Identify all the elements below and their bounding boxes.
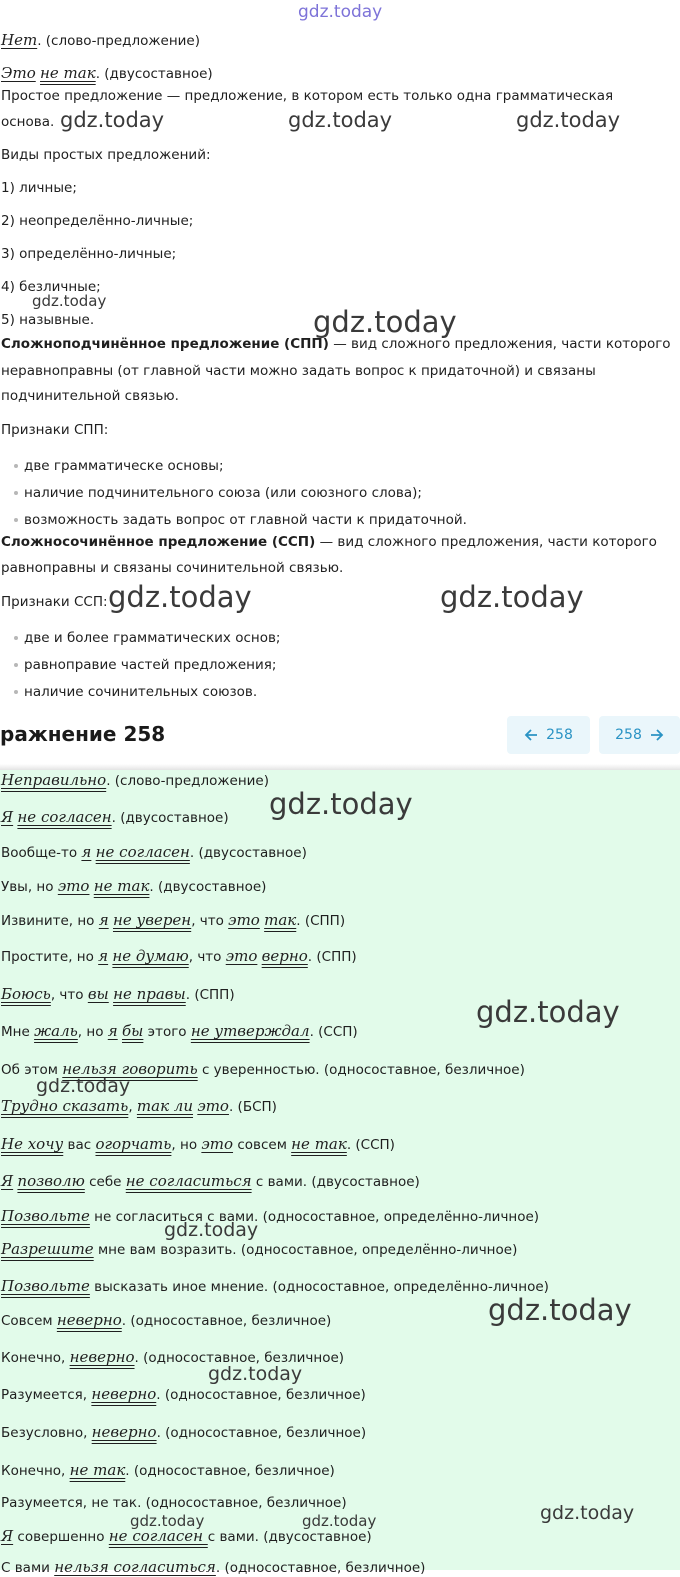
list-item: 1) личные;	[1, 180, 77, 196]
answer-line: Совсем неверно. (односоставное, безличное)	[1, 1311, 332, 1329]
watermark: gdz.today	[298, 2, 383, 22]
term: Сложноподчинённое предложение (СПП)	[1, 336, 329, 352]
bullet	[14, 518, 18, 522]
answer-line: Неправильно. (слово-предложение)	[1, 771, 269, 789]
text-line: неравноправны (от главной части можно задать вопрос к придаточной) и связаны	[1, 363, 596, 379]
answer-line: Мне жаль, но я бы этого не утверждал. (ССП)	[1, 1022, 358, 1040]
watermark: gdz.today	[488, 1293, 632, 1327]
text-line: Сложносочинённое предложение (ССП) — вид сложного предложения, части которого	[1, 534, 657, 550]
answer-line: Извините, но я не уверен, что это так. (СПП)	[1, 911, 346, 929]
answer-line: Об этом нельзя говорить с уверенностью. (односоставное, безличное)	[1, 1060, 525, 1078]
answer-line: Разумеется, неверно. (односоставное, безличное)	[1, 1385, 366, 1403]
answer-line: Я позволю себе не согласиться с вами. (двусоставное)	[1, 1172, 420, 1190]
term: Сложносочинённое предложение (ССП)	[1, 534, 316, 550]
exercise-title: ражнение 258	[0, 722, 166, 746]
list-item: 2) неопределённо-личные;	[1, 213, 194, 229]
text-line: основа.	[1, 114, 55, 130]
text-line: Сложноподчинённое предложение (СПП) — вид сложного предложения, части которого	[1, 336, 671, 352]
watermark: gdz.today	[540, 1502, 635, 1524]
watermark: gdz.today	[60, 108, 165, 132]
subject: Это	[1, 64, 36, 82]
answer-line: Конечно, не так. (односоставное, безличное)	[1, 1461, 335, 1479]
watermark: gdz.today	[208, 1363, 303, 1385]
list-item: наличие подчинительного союза (или союзного слова);	[24, 485, 422, 501]
answer-line: С вами нельзя согласиться. (односоставное, безличное)	[1, 1558, 426, 1576]
list-item: две грамматическе основы;	[24, 458, 224, 474]
answer-line: Я совершенно не согласен с вами. (двусоставное)	[1, 1527, 372, 1545]
answer-line: Позвольте высказать иное мнение. (односоставное, определённо-личное)	[1, 1277, 549, 1295]
text-line: Простое предложение — предложение, в котором есть только одна грамматическая	[1, 88, 614, 104]
list-item: возможность задать вопрос от главной части к придаточной.	[24, 512, 467, 528]
watermark: gdz.today	[288, 108, 393, 132]
list-item: наличие сочинительных союзов.	[24, 684, 258, 700]
text-line: Признаки ССП:	[1, 594, 108, 610]
answer-line: Я не согласен. (двусоставное)	[1, 808, 229, 826]
answer-line: Простите, но я не думаю, что это верно. (СПП)	[1, 947, 357, 965]
next-exercise-label: 258	[615, 727, 642, 743]
answer-line: Не хочу вас огорчать, но это совсем не так. (ССП)	[1, 1135, 395, 1153]
watermark: gdz.today	[130, 1512, 205, 1530]
watermark: gdz.today	[36, 1075, 131, 1097]
text-line: равноправны и связаны сочинительной связью.	[1, 560, 344, 576]
list-item: две и более грамматических основ;	[24, 630, 281, 646]
watermark: gdz.today	[32, 292, 107, 310]
watermark: gdz.today	[516, 108, 621, 132]
text-line: Виды простых предложений:	[1, 147, 211, 163]
answer-line: Трудно сказать, так ли это. (БСП)	[1, 1097, 277, 1115]
answer-line: Разрешите мне вам возразить. (односоставное, определённо-личное)	[1, 1240, 518, 1258]
watermark: gdz.today	[269, 787, 413, 821]
answer-line: Увы, но это не так. (двусоставное)	[1, 877, 267, 895]
predicate: не так	[40, 64, 96, 82]
answer-line: Конечно, неверно. (односоставное, безличное)	[1, 1348, 345, 1366]
list-item: равноправие частей предложения;	[24, 657, 277, 673]
answer-line: Вообще-то я не согласен. (двусоставное)	[1, 843, 307, 861]
watermark: gdz.today	[440, 580, 584, 614]
answer-line: Позвольте не согласиться с вами. (односоставное, определённо-личное)	[1, 1207, 540, 1225]
text-line: Это не так. (двусоставное)	[1, 64, 213, 82]
list-item: 3) определённо-личные;	[1, 246, 177, 262]
watermark: gdz.today	[108, 580, 252, 614]
watermark: gdz.today	[476, 995, 620, 1029]
text-line: подчинительной связью.	[1, 388, 179, 404]
answer-line: Боюсь, что вы не правы. (СПП)	[1, 985, 235, 1003]
watermark: gdz.today	[164, 1219, 259, 1241]
list-item: 5) назывные.	[1, 312, 95, 328]
prev-exercise-label: 258	[546, 727, 573, 743]
bullet	[14, 663, 18, 667]
bullet	[14, 491, 18, 495]
bullet	[14, 636, 18, 640]
answer-line: Разумеется, не так. (односоставное, безличное)	[1, 1495, 347, 1511]
text-line: Признаки СПП:	[1, 422, 109, 438]
bullet	[14, 464, 18, 468]
next-exercise-button[interactable]	[599, 716, 680, 754]
prev-exercise-button[interactable]	[507, 716, 590, 754]
list-item: 4) безличные;	[1, 279, 101, 295]
bullet	[14, 690, 18, 694]
text-line: Нет. (слово-предложение)	[1, 31, 200, 49]
subject: Нет	[1, 31, 38, 49]
answer-line: Безусловно, неверно. (односоставное, безличное)	[1, 1423, 367, 1441]
arrow-right-icon	[650, 728, 664, 742]
watermark: gdz.today	[302, 1512, 377, 1530]
arrow-left-icon	[524, 728, 538, 742]
watermark: gdz.today	[313, 305, 457, 339]
